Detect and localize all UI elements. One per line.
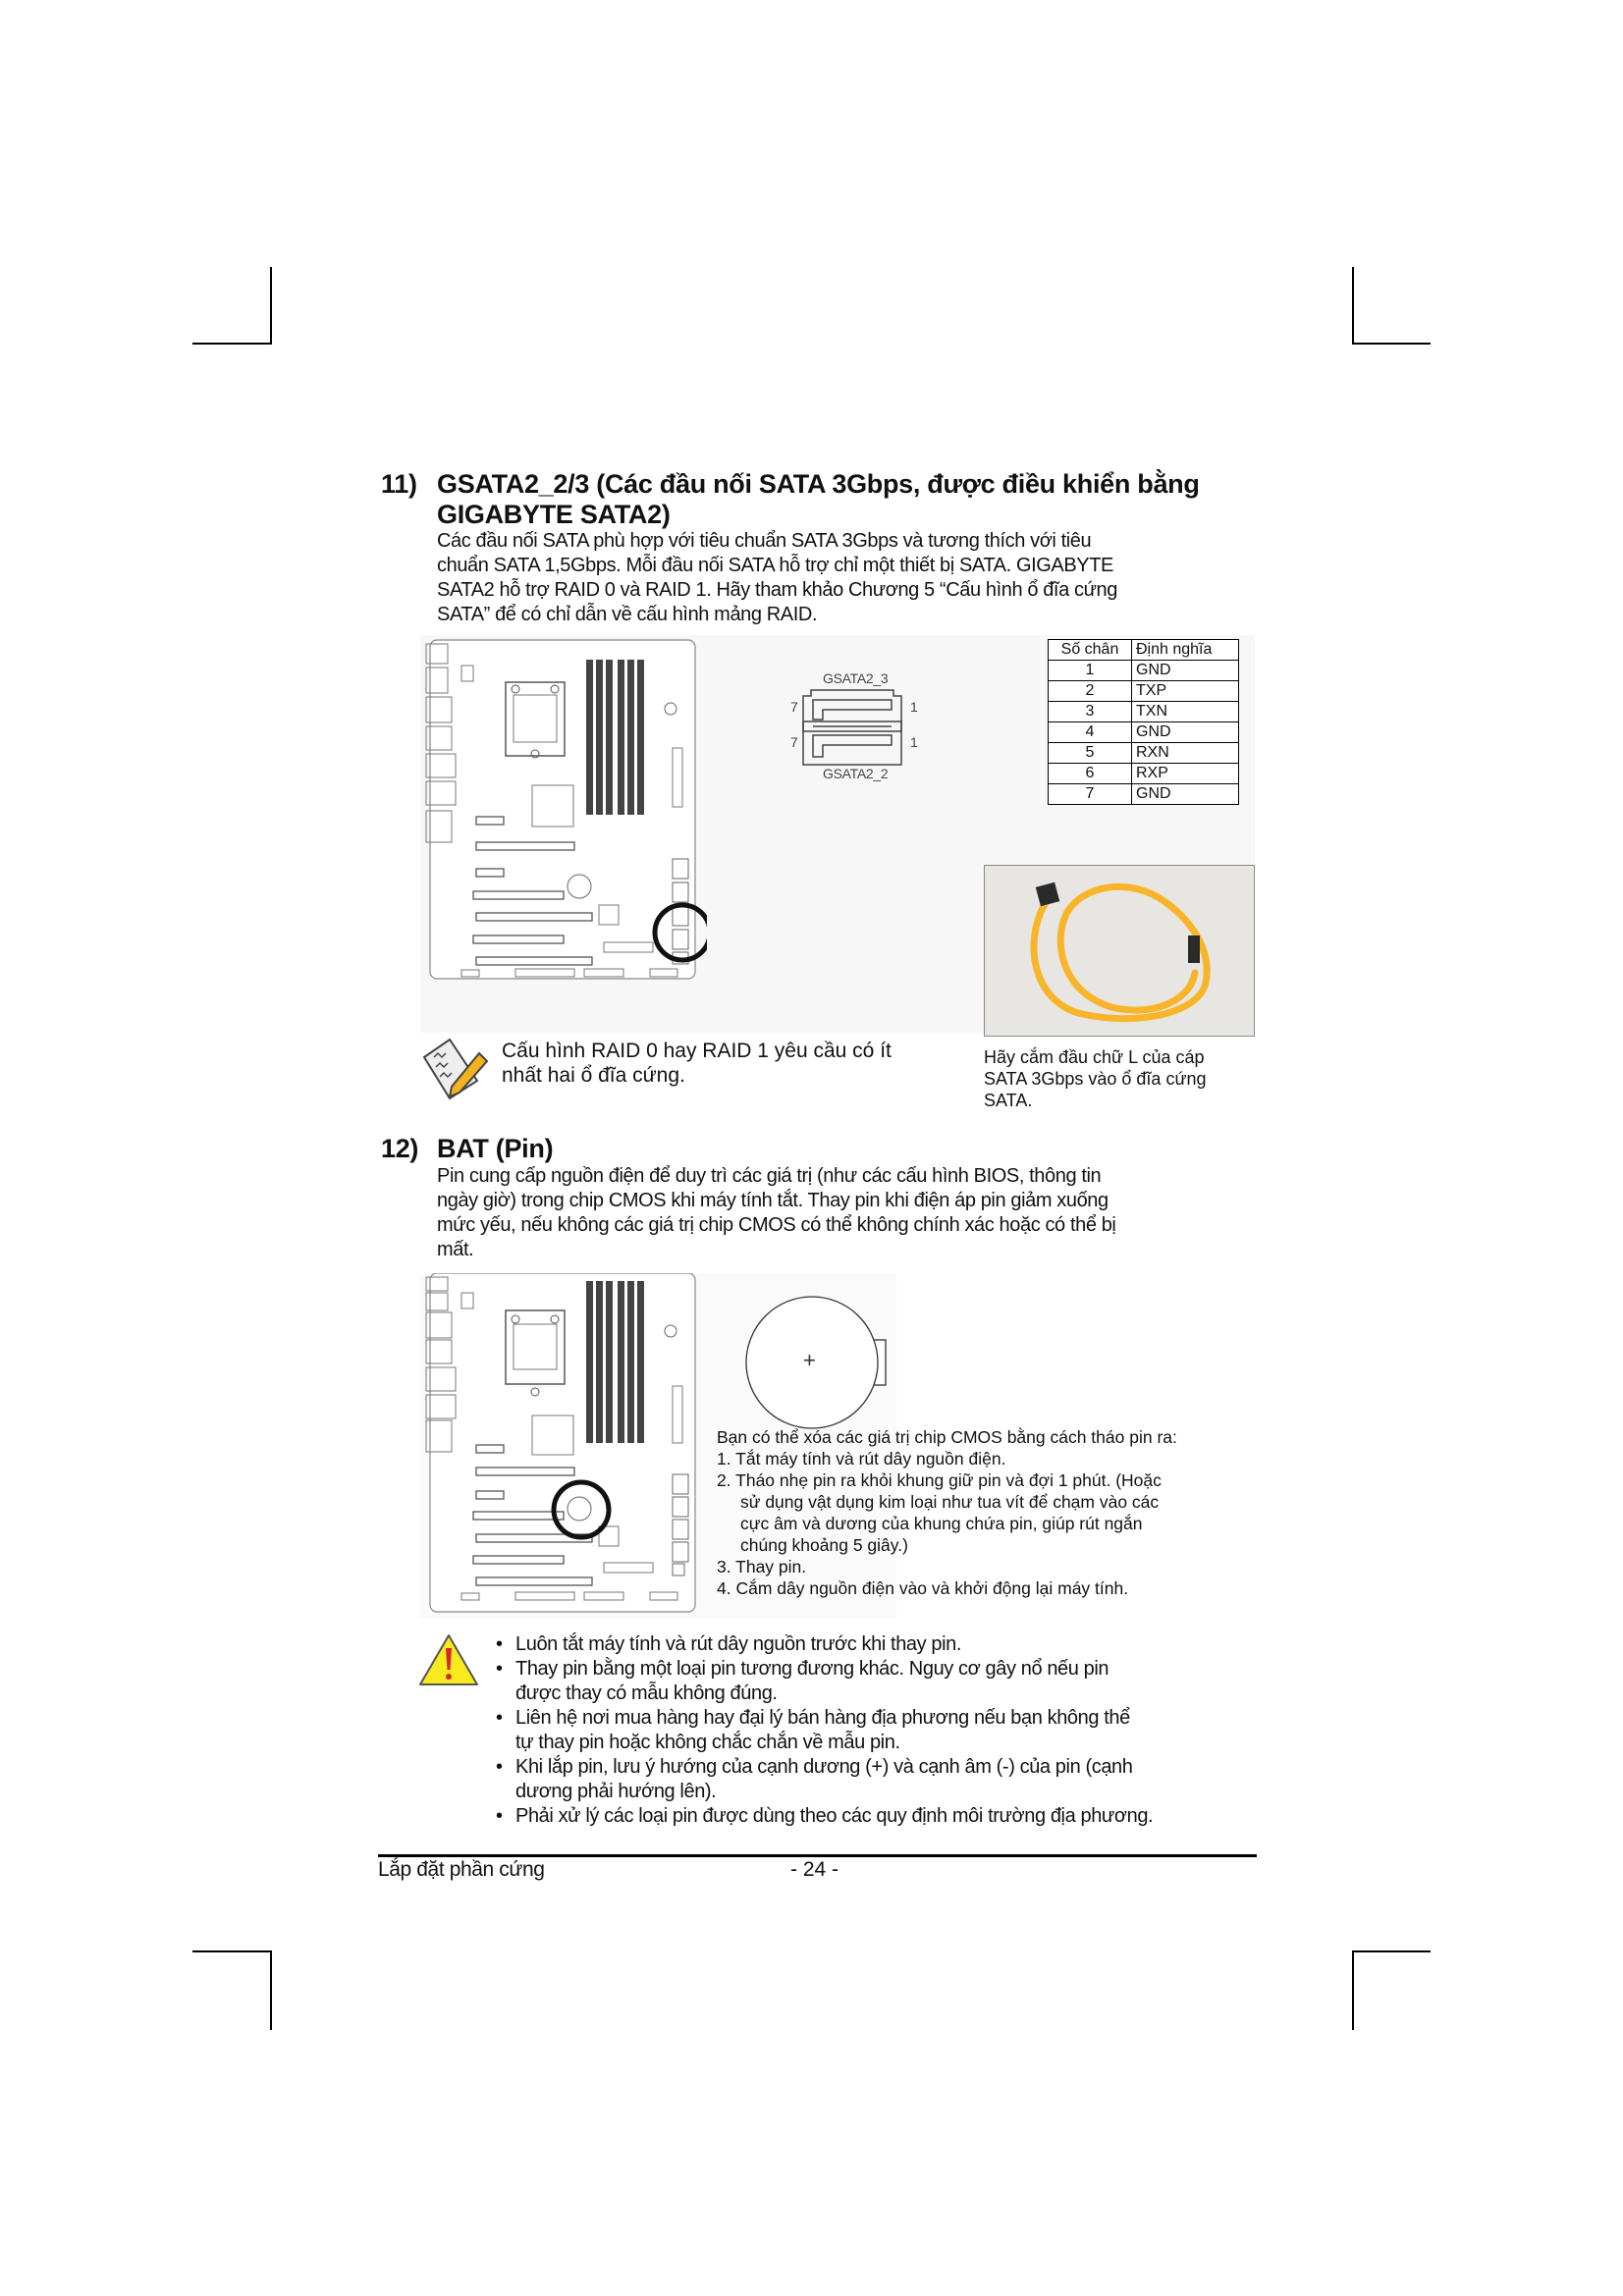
- table-row: [1049, 764, 1239, 784]
- cable-caption: [984, 1046, 1207, 1111]
- connector-label-gsata2-2: GSATA2_2: [823, 766, 889, 781]
- pin-number: 7: [1049, 784, 1132, 805]
- cmos-clear-steps: [717, 1426, 1177, 1599]
- section-11-title: [437, 469, 1200, 530]
- pin-definition: GND: [1132, 722, 1239, 743]
- battery-plus-symbol: +: [803, 1348, 816, 1372]
- connector-pin-1-top: 1: [910, 699, 918, 715]
- warning-item-cont: được thay có mẫu không đúng.: [515, 1682, 778, 1704]
- battery-holder-icon: [738, 1291, 900, 1433]
- step-1: 1. Tắt máy tính và rút dây nguồn điện.: [717, 1449, 1006, 1468]
- warning-item-cont: tự thay pin hoặc không chắc chắn về mẫu pin.: [515, 1732, 900, 1753]
- body-line: mức yếu, nếu không các giá trị chip CMOS có thể không chính xác hoặc có thể bị: [437, 1214, 1116, 1236]
- pin-definition: RXP: [1132, 764, 1239, 784]
- section-12-body: [437, 1164, 1115, 1262]
- section-11-title-line2: GIGABYTE SATA2): [437, 500, 671, 529]
- pin-definition: GND: [1132, 784, 1239, 805]
- warning-triangle-icon: [417, 1632, 480, 1687]
- caption-line: SATA 3Gbps vào ổ đĩa cứng: [984, 1069, 1207, 1089]
- crop-mark-bottom-right-v: [1352, 1950, 1354, 2030]
- step-2-cont: chúng khoảng 5 giây.): [740, 1535, 908, 1555]
- body-line: ngày giờ) trong chip CMOS khi máy tính tắt. Thay pin khi điện áp pin giảm xuống: [437, 1190, 1109, 1211]
- connector-pin-7-top: 7: [790, 699, 798, 715]
- footer-divider: [378, 1854, 1257, 1857]
- warning-item: • Khi lắp pin, lưu ý hướng của cạnh dương (+) và cạnh âm (-) của pin (cạnh: [494, 1755, 1153, 1780]
- warning-item: • Thay pin bằng một loại pin tương đương khác. Nguy cơ gây nổ nếu pin: [494, 1657, 1153, 1682]
- note-pencil-icon: [420, 1036, 493, 1100]
- body-line: mất.: [437, 1239, 474, 1260]
- table-row: [1049, 661, 1239, 681]
- table-header-definition: Định nghĩa: [1132, 640, 1239, 661]
- table-header-pin: Số chân: [1049, 640, 1132, 661]
- warning-item: • Phải xử lý các loại pin được dùng theo các quy định môi trường địa phương.: [494, 1804, 1153, 1829]
- warning-item: • Liên hệ nơi mua hàng hay đại lý bán hàng địa phương nếu bạn không thể: [494, 1706, 1153, 1731]
- table-header-row: [1049, 640, 1239, 661]
- footer-section-name: Lắp đặt phần cứng: [378, 1858, 545, 1881]
- note-line: nhất hai ổ đĩa cứng.: [502, 1064, 685, 1087]
- caption-line: SATA.: [984, 1091, 1033, 1110]
- section-11-number: 11): [381, 469, 417, 499]
- table-row: [1049, 702, 1239, 722]
- crop-mark-top-left-h: [192, 343, 272, 345]
- pin-number: 6: [1049, 764, 1132, 784]
- body-line: SATA” để có chỉ dẫn về cấu hình mảng RAID.: [437, 604, 818, 625]
- step-3: 3. Thay pin.: [717, 1557, 807, 1576]
- warning-item-cont: dương phải hướng lên).: [515, 1781, 717, 1802]
- battery-warnings: [494, 1632, 1153, 1829]
- connector-pin-7-bottom: 7: [790, 734, 798, 750]
- table-row: [1049, 681, 1239, 702]
- body-line: Các đầu nối SATA phù hợp với tiêu chuẩn SATA 3Gbps và tương thích với tiêu: [437, 530, 1092, 552]
- pin-number: 2: [1049, 681, 1132, 702]
- pin-definition: RXN: [1132, 743, 1239, 764]
- table-row: [1049, 722, 1239, 743]
- step-4: 4. Cắm dây nguồn điện vào và khởi động lại máy tính.: [717, 1578, 1129, 1598]
- caption-line: Hãy cắm đầu chữ L của cáp: [984, 1047, 1205, 1067]
- connector-pin-1-bottom: 1: [910, 734, 918, 750]
- page-number: - 24 -: [790, 1858, 839, 1881]
- connector-label-gsata2-3: GSATA2_3: [823, 670, 889, 686]
- raid-note: [502, 1039, 892, 1088]
- pin-definition: TXN: [1132, 702, 1239, 722]
- section-11-title-line1: GSATA2_2/3 (Các đầu nối SATA 3Gbps, được điều khiển bằng: [437, 469, 1200, 499]
- motherboard-diagram-sata: [422, 638, 707, 987]
- crop-mark-bottom-left-v: [270, 1950, 272, 2030]
- crop-mark-top-right-v: [1352, 267, 1354, 345]
- warning-item: • Luôn tắt máy tính và rút dây nguồn trước khi thay pin.: [494, 1632, 1153, 1657]
- section-11-body: [437, 529, 1117, 627]
- pin-number: 4: [1049, 722, 1132, 743]
- pin-number: 1: [1049, 661, 1132, 681]
- steps-intro: Bạn có thể xóa các giá trị chip CMOS bằng cách tháo pin ra:: [717, 1427, 1177, 1447]
- step-2-cont: cực âm và dương của khung chứa pin, giúp rút ngắn: [740, 1514, 1143, 1533]
- motherboard-diagram-battery: [422, 1273, 707, 1617]
- table-row: [1049, 784, 1239, 805]
- section-12-title: BAT (Pin): [437, 1134, 554, 1163]
- crop-mark-bottom-right-h: [1352, 1950, 1431, 1952]
- table-row: [1049, 743, 1239, 764]
- body-line: SATA2 hỗ trợ RAID 0 và RAID 1. Hãy tham khảo Chương 5 “Cấu hình ổ đĩa cứng: [437, 579, 1117, 601]
- body-line: chuẩn SATA 1,5Gbps. Mỗi đầu nối SATA hỗ trợ chỉ một thiết bị SATA. GIGABYTE: [437, 555, 1113, 576]
- note-line: Cấu hình RAID 0 hay RAID 1 yêu cầu có ít: [502, 1040, 892, 1062]
- crop-mark-bottom-left-h: [192, 1950, 272, 1952]
- sata-pin-table: [1048, 639, 1239, 805]
- pin-number: 5: [1049, 743, 1132, 764]
- sata-connector-icon: [801, 688, 903, 767]
- crop-mark-top-left-v: [270, 267, 272, 345]
- section-12-number: 12): [381, 1134, 419, 1163]
- pin-definition: TXP: [1132, 681, 1239, 702]
- body-line: Pin cung cấp nguồn điện để duy trì các giá trị (như các cấu hình BIOS, thông tin: [437, 1165, 1102, 1187]
- step-2: 2. Tháo nhẹ pin ra khỏi khung giữ pin và đợi 1 phút. (Hoặc: [717, 1470, 1162, 1490]
- pin-number: 3: [1049, 702, 1132, 722]
- pin-definition: GND: [1132, 661, 1239, 681]
- crop-mark-top-right-h: [1352, 343, 1431, 345]
- step-2-cont: sử dụng vật dụng kim loại như tua vít để chạm vào các: [740, 1492, 1160, 1512]
- sata-cable-photo: [984, 865, 1255, 1037]
